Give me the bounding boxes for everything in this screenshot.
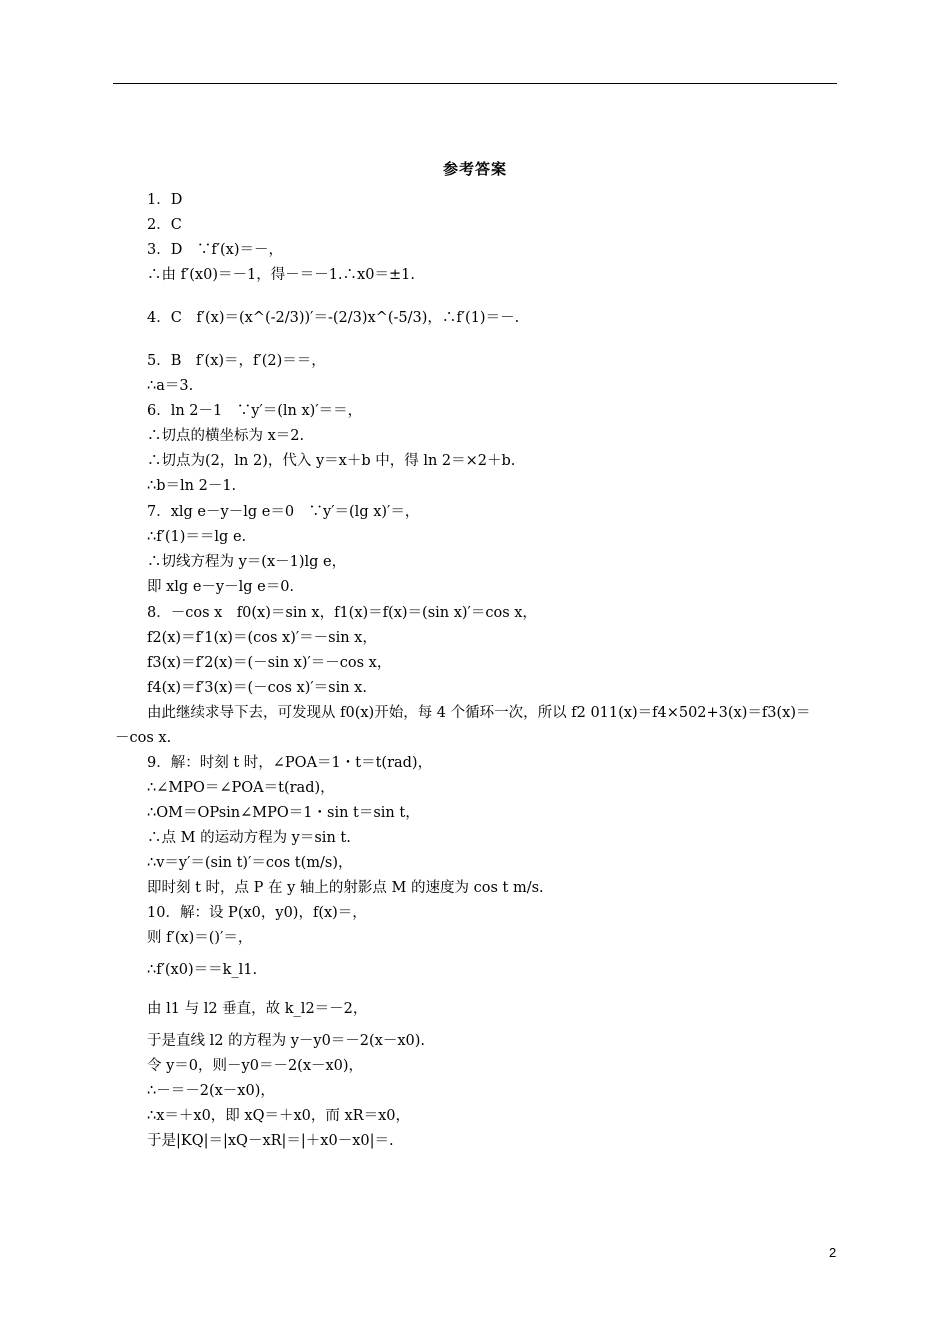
answer-line: ∴x＝＋x0，即 xQ＝＋x0，而 xR＝x0，: [147, 1108, 410, 1124]
answer-line: ∴点 M 的运动方程为 y＝sin t.: [147, 830, 351, 846]
answer-line: 由 l1 与 l2 垂直，故 k_l2＝－2，: [147, 1001, 368, 1017]
answer-line: 即 xlg e－y－lg e＝0.: [147, 579, 295, 595]
answer-line: ∴b＝ln 2－1.: [147, 478, 237, 494]
answer-line: 则 f′(x)＝()′＝，: [147, 930, 253, 946]
answer-line: －cos x.: [115, 730, 172, 746]
answer-line: 令 y＝0，则－y0＝－2(x－x0)，: [147, 1058, 364, 1074]
answer-line: 1．D: [147, 192, 183, 208]
answer-line: ∴a＝3.: [147, 378, 194, 394]
page-number: 2: [829, 1245, 837, 1260]
answer-line: 即时刻 t 时，点 P 在 y 轴上的射影点 M 的速度为 cos t m/s.: [147, 880, 544, 896]
answer-line: ∴OM＝OPsin∠MPO＝1・sin t＝sin t，: [147, 805, 420, 821]
answer-line: 5．B f′(x)＝，f′(2)＝＝，: [147, 353, 326, 369]
answer-line: f2(x)＝f′1(x)＝(cos x)′＝－sin x，: [147, 630, 377, 646]
header-rule: [113, 83, 837, 84]
answer-line: ∴切线方程为 y＝(x－1)lg e，: [147, 554, 347, 570]
answer-line: 3．D ∵f′(x)＝－，: [147, 242, 284, 258]
answer-line: 9．解：时刻 t 时，∠POA＝1・t＝t(rad)，: [147, 755, 433, 771]
answer-line: 6．ln 2－1 ∵y′＝(ln x)′＝＝，: [147, 403, 363, 419]
answer-line: 8．－cos x f0(x)＝sin x，f1(x)＝f(x)＝(sin x)′＝cos x，: [147, 605, 537, 621]
answer-line: f3(x)＝f′2(x)＝(－sin x)′＝－cos x，: [147, 655, 392, 671]
answer-line: f4(x)＝f′3(x)＝(－cos x)′＝sin x.: [147, 680, 367, 696]
answer-line: ∴切点为(2，ln 2)，代入 y＝x＋b 中，得 ln 2＝×2＋b.: [147, 453, 516, 469]
answer-line: 由此继续求导下去，可发现从 f0(x)开始，每 4 个循环一次，所以 f2 011(x)＝f4×502+3(x)＝f3(x)＝: [147, 705, 811, 721]
answer-line: ∴由 f′(x0)＝－1，得－＝－1.∴x0＝±1.: [147, 267, 415, 283]
answer-line: 2．C: [147, 217, 182, 233]
answer-line: 于是直线 l2 的方程为 y－y0＝－2(x－x0).: [147, 1033, 426, 1049]
answer-line: 7．xlg e－y－lg e＝0 ∵y′＝(lg x)′＝，: [147, 504, 420, 520]
answer-line: 4．C f′(x)＝(x^(-2/3))′＝-(2/3)x^(-5/3)，∴f′(1)＝－.: [147, 310, 520, 326]
answer-line: 于是|KQ|＝|xQ－xR|＝|＋x0－x0|＝.: [147, 1133, 394, 1149]
page-title: 参考答案: [442, 160, 507, 178]
answer-line: ∴切点的横坐标为 x＝2.: [147, 428, 305, 444]
answer-line: ∴v＝y′＝(sin t)′＝cos t(m/s)，: [147, 855, 353, 871]
answer-line: ∴∠MPO＝∠POA＝t(rad)，: [147, 780, 335, 796]
answer-line: ∴－＝－2(x－x0)，: [147, 1083, 275, 1099]
answer-line: ∴f′(1)＝＝lg e.: [147, 529, 247, 545]
answer-line: ∴f′(x0)＝＝k_l1.: [147, 962, 258, 978]
answer-line: 10．解：设 P(x0，y0)，f(x)＝，: [147, 905, 367, 921]
